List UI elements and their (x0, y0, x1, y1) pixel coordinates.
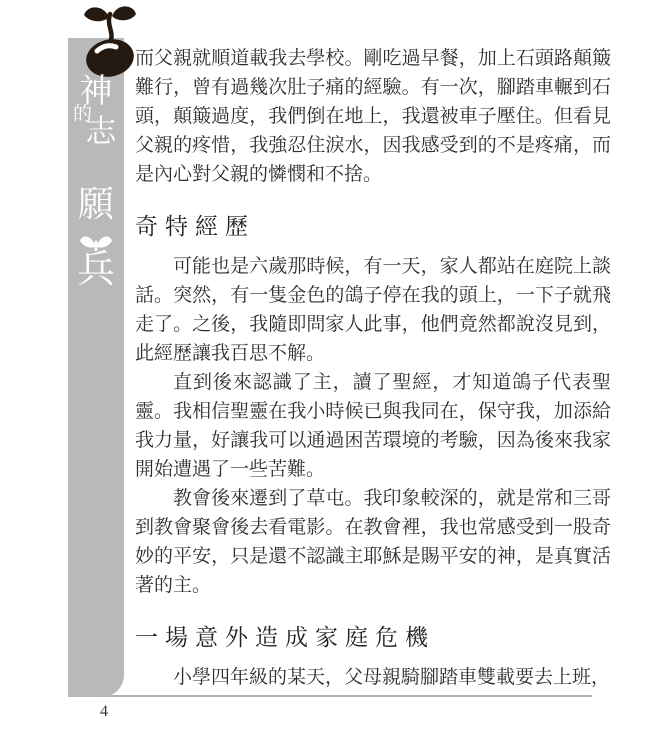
page-content (135, 0, 611, 692)
paragraph-5: 小學四年級的某天，父母親騎腳踏車雙載要去上班， (173, 667, 611, 688)
paragraph-4: 教會後來遷到了草屯。我印象較深的，就是常和三哥到教會聚會後去看電影。在教會裡，我也常感受到一股奇妙的平安，只是還不認識主耶穌是賜平安的神，是真實活著的主。 (135, 488, 611, 596)
paragraph-2: 可能也是六歲那時候，有一天，家人都站在庭院上談話。突然，有一隻金色的鴿子停在我的頭上，一下子就飛走了。之後，我隨即問家人此事，他們竟然都說沒見到，此經歷讓我百思不解。 (135, 256, 611, 364)
sprout-icon (79, 230, 113, 251)
title-char-shen: 神 (79, 74, 113, 110)
footer-rule (100, 695, 592, 697)
title-band (68, 38, 124, 697)
title-char-bing: 兵 (76, 249, 115, 291)
paragraph-3: 直到後來認識了主，讀了聖經，才知道鴿子代表聖靈。我相信聖靈在我小時候已與我同在，保守我，加添給我力量，好讓我可以通過困苦環境的考驗，因為後來我家開始遭遇了一些苦難。 (135, 372, 611, 480)
title-char-yuan: 願 (77, 184, 114, 224)
section-heading-yichang-yiwai: 一場意外造成家庭危機 (135, 625, 435, 650)
page-number: 4 (100, 703, 108, 720)
paragraph-1: 而父親就順道載我去學校。剛吃過早餐，加上石頭路顛簸難行，曾有過幾次肚子痛的經驗。有一次，腳踏車輾到石頭，顛簸過度，我們倒在地上，我還被車子壓住。但看見父親的疼惜，我強忍住淚水，因我感受到的不是疼痛，而是內心對父親的憐憫和不捨。 (135, 48, 611, 185)
section-heading-qite-jingli: 奇特經歷 (135, 214, 255, 239)
seed-sprout-icon (82, 6, 138, 78)
title-char-de: 的 (73, 104, 93, 125)
title-char-zhi: 志 (85, 114, 117, 149)
